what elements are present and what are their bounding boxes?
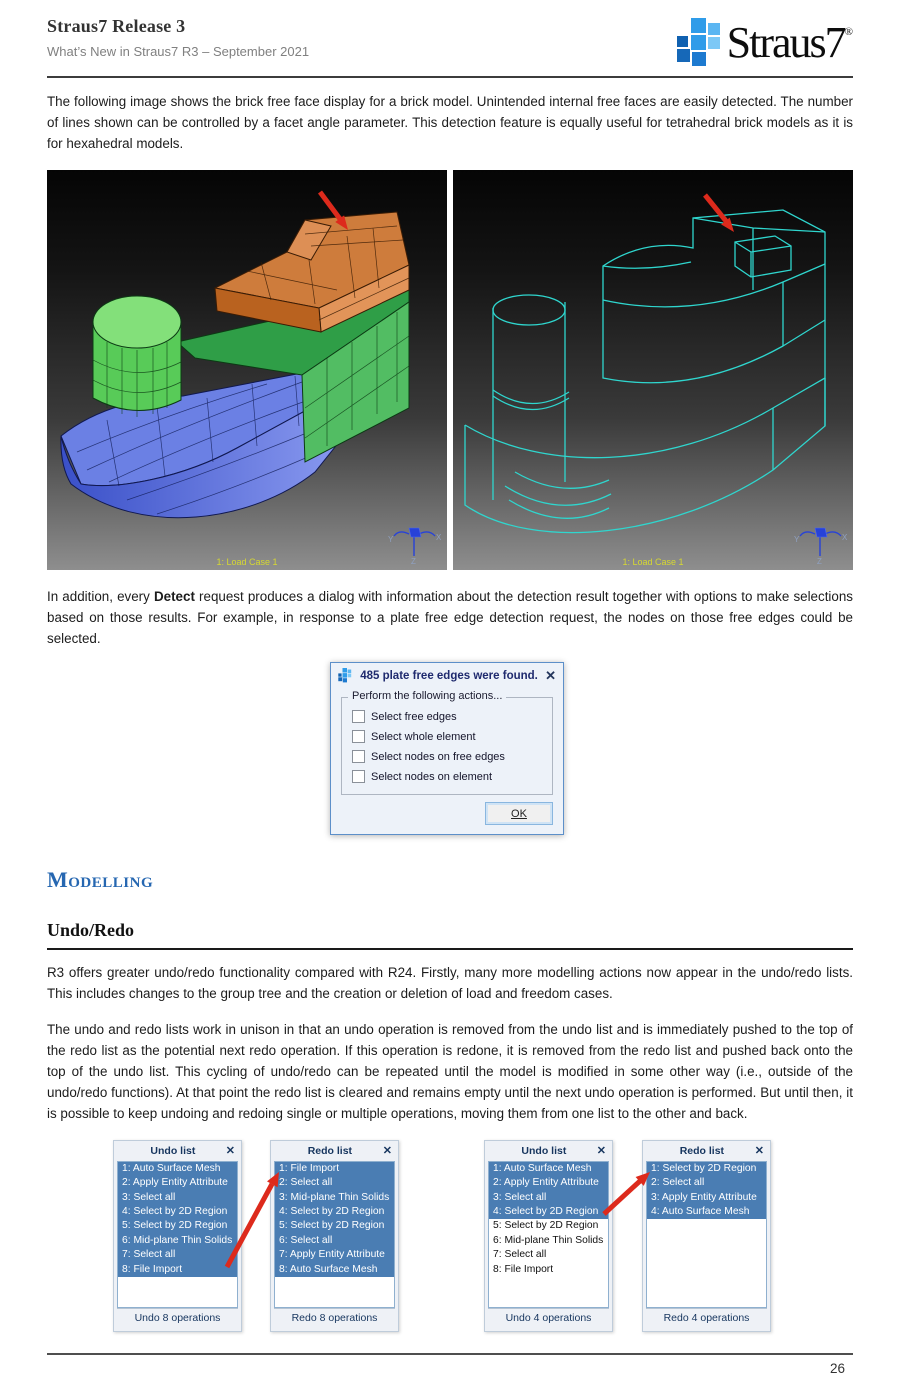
list-item[interactable]: 7: Select all	[493, 1249, 547, 1261]
panel-titlebar: Redo list ✕	[679, 1144, 764, 1158]
list-item[interactable]: 4: Select by 2D Region	[118, 1205, 237, 1219]
operation-list	[274, 1161, 395, 1308]
list-item[interactable]: 3: Select all	[489, 1191, 608, 1205]
document-subtitle: What’s New in Straus7 R3 – September 2021	[47, 44, 310, 59]
straus7-logo	[677, 18, 853, 68]
list-item[interactable]: 6: Select all	[275, 1234, 394, 1248]
dialog-title: 485 plate free edges were found.	[360, 669, 538, 682]
panel-footer[interactable]: Undo 4 operations	[488, 1308, 609, 1328]
svg-text:Z: Z	[411, 556, 416, 566]
groupbox-label: Perform the following actions...	[348, 690, 506, 702]
list-item[interactable]: 6: Mid-plane Thin Solids	[493, 1234, 604, 1246]
list-item[interactable]: 8: File Import	[493, 1263, 554, 1275]
undo-list-panel-2	[484, 1140, 613, 1332]
redo-list-panel-2	[642, 1140, 771, 1332]
operation-list	[488, 1161, 609, 1308]
close-icon[interactable]: ✕	[754, 1145, 764, 1158]
checkbox-row-select-whole-element[interactable]: Select whole element	[352, 730, 544, 743]
dialog-titlebar	[331, 663, 563, 688]
svg-text:X: X	[842, 532, 847, 542]
undo-redo-panels-row	[47, 1140, 853, 1336]
checkbox-row-select-nodes-free-edges[interactable]: Select nodes on free edges	[352, 750, 544, 763]
checkbox-icon[interactable]	[352, 750, 365, 763]
svg-text:Z: Z	[817, 556, 822, 566]
section-heading-modelling: Modelling	[47, 867, 154, 893]
close-icon[interactable]: ✕	[545, 667, 556, 683]
list-item[interactable]: 2: Apply Entity Attribute	[489, 1176, 608, 1190]
checkbox-row-select-nodes-element[interactable]: Select nodes on element	[352, 770, 544, 783]
operation-list	[117, 1161, 238, 1308]
straus7-logo-icon	[677, 18, 725, 68]
list-item[interactable]: 3: Select all	[118, 1191, 237, 1205]
paragraph-brick-free-face: The following image shows the brick free face display for a brick model. Unintended internal free faces are easily detected. The number of lines shown can be controlled by a facet angle parameter. This detection feature is equally useful for tetrahedral brick models as it is for hexahedral models.	[47, 94, 853, 151]
list-item[interactable]: 8: Auto Surface Mesh	[275, 1263, 394, 1277]
dialog-body	[331, 688, 563, 795]
list-item[interactable]: 2: Select all	[275, 1176, 394, 1190]
svg-text:X: X	[436, 532, 441, 542]
list-item[interactable]: 1: File Import	[275, 1162, 394, 1176]
close-icon[interactable]: ✕	[225, 1145, 235, 1158]
list-item[interactable]: 1: Select by 2D Region	[647, 1162, 766, 1176]
close-icon[interactable]: ✕	[382, 1145, 392, 1158]
ok-button[interactable]: OK	[485, 802, 553, 825]
load-case-label: 1: Load Case 1	[622, 556, 684, 567]
viewport-shaded-model	[47, 170, 447, 570]
subsection-heading-undo-redo: Undo/Redo	[47, 920, 853, 950]
list-item[interactable]: 7: Select all	[118, 1248, 237, 1262]
list-item[interactable]: 2: Select all	[647, 1176, 766, 1190]
header-divider	[47, 76, 853, 78]
page-header	[47, 16, 853, 68]
viewport-wireframe-model	[453, 170, 853, 570]
paragraph-detect-dialog: In addition, every Detect request produces a dialog with information about the detection result together with options to make selections based on those results. For example, in response to a plate free edge detection request, the nodes on those free edges could be selected.	[47, 588, 853, 646]
registered-mark: ®	[844, 26, 853, 38]
list-item[interactable]: 4: Auto Surface Mesh	[647, 1205, 766, 1219]
checkbox-icon[interactable]	[352, 730, 365, 743]
svg-text:Y: Y	[794, 534, 800, 544]
list-item[interactable]: 6: Mid-plane Thin Solids	[118, 1234, 237, 1248]
panel-footer[interactable]: Undo 8 operations	[117, 1308, 238, 1328]
detect-bold: Detect	[153, 588, 195, 604]
actions-groupbox	[341, 690, 553, 795]
wireframe-brick-model	[453, 170, 853, 570]
list-item[interactable]: 4: Select by 2D Region	[489, 1205, 608, 1219]
list-item[interactable]: 1: Auto Surface Mesh	[489, 1162, 608, 1176]
detection-result-dialog	[330, 662, 564, 835]
shaded-brick-model	[47, 170, 447, 570]
free-face-arrow-left	[320, 192, 340, 219]
document-title: Straus7 Release 3	[47, 16, 186, 36]
list-item[interactable]: 5: Select by 2D Region	[118, 1219, 237, 1233]
list-item[interactable]: 4: Select by 2D Region	[275, 1205, 394, 1219]
brick-free-face-figure	[47, 170, 853, 570]
checkbox-icon[interactable]	[352, 770, 365, 783]
list-item[interactable]: 2: Apply Entity Attribute	[118, 1176, 237, 1190]
page-number: 26	[829, 1360, 845, 1376]
undo-list-panel-1	[113, 1140, 242, 1332]
list-item[interactable]: 1: Auto Surface Mesh	[118, 1162, 237, 1176]
panel-titlebar: Redo list ✕	[307, 1144, 392, 1158]
checkbox-icon[interactable]	[352, 710, 365, 723]
list-item[interactable]: 5: Select by 2D Region	[493, 1220, 599, 1232]
header-text	[47, 16, 309, 59]
panel-titlebar: Undo list ✕	[521, 1144, 606, 1158]
panel-titlebar: Undo list ✕	[150, 1144, 235, 1158]
dialog-footer	[331, 795, 563, 834]
list-item[interactable]: 3: Mid-plane Thin Solids	[275, 1191, 394, 1205]
checkbox-row-select-free-edges[interactable]: Select free edges	[352, 710, 544, 723]
load-case-label: 1: Load Case 1	[216, 556, 278, 567]
straus7-dialog-icon	[338, 668, 353, 683]
list-item[interactable]: 3: Apply Entity Attribute	[647, 1191, 766, 1205]
paragraph-undo-redo-2: The undo and redo lists work in unison in that an undo operation is removed from the undo list and is immediately pushed to the top of the redo list as the potential next redo operation. If this operation is redone, it is removed from the redo list and pushed back onto the top of the undo list. This cycling of undo/redo can be repeated until the model is modified in some other way (i.e., outside of the undo/redo functions). At that point the redo list is cleared and remains empty until the next undo operation is performed. But until then, it is possible to keep undoing and redoing single or multiple operations, moving them from one list to the other and back.	[47, 1022, 853, 1121]
paragraph-undo-redo-1: R3 offers greater undo/redo functionality compared with R24. Firstly, many more modelling actions now appear in the undo/redo lists. This includes changes to the group tree and the creation or deletion of load and freedom cases.	[47, 965, 853, 1002]
panel-footer[interactable]: Redo 8 operations	[274, 1308, 395, 1328]
operation-list	[646, 1161, 767, 1308]
redo-list-panel-1	[270, 1140, 399, 1332]
list-item[interactable]: 7: Apply Entity Attribute	[275, 1248, 394, 1262]
svg-text:Y: Y	[388, 534, 394, 544]
close-icon[interactable]: ✕	[596, 1145, 606, 1158]
straus7-logo-word: Straus7®	[726, 18, 853, 67]
list-item[interactable]: 5: Select by 2D Region	[275, 1219, 394, 1233]
panel-footer[interactable]: Redo 4 operations	[646, 1308, 767, 1328]
list-item[interactable]: 8: File Import	[118, 1263, 237, 1277]
